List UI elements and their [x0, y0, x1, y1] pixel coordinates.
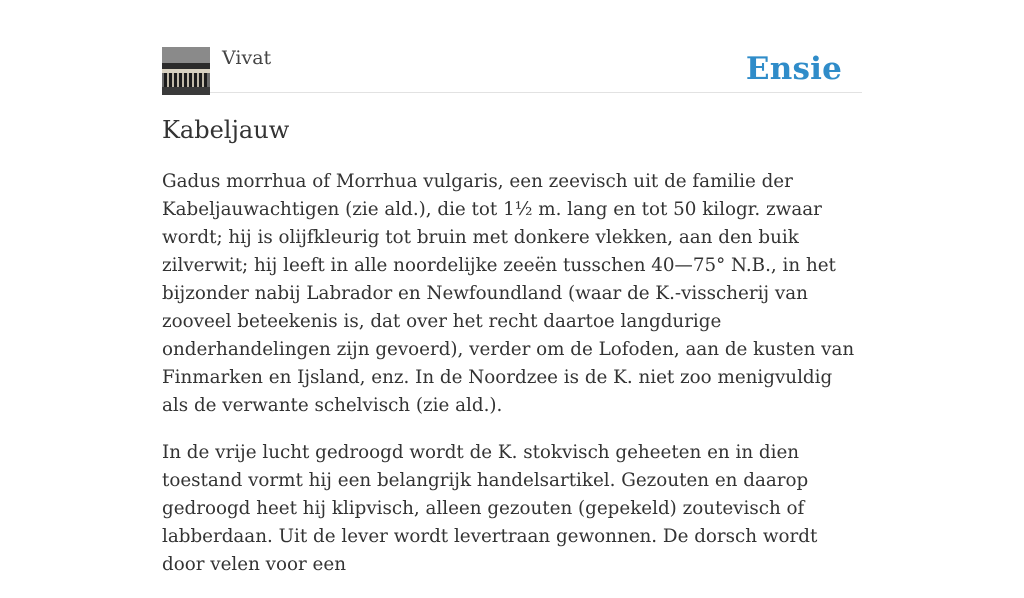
article-paragraph-1: Gadus morrhua of Morrhua vulgaris, een zeevisch uit de familie der Kabeljauwachtigen (zie ald.), die tot 1½ m. lang en tot 50 kilogr. zwaar wordt; hij is olijfkleurig tot bruin met donkere vlekken, aan den buik zilverwit; hij leeft in alle noordelijke zeeën tusschen 40—75° N.B., in het bijzonder nabij Labrador en Newfoundland (waar de K.-visscherij van zooveel beteekenis is, dat over het recht daartoe langdurige onderhandelingen zijn gevoerd), verder om de Lofoden, aan de kusten van Finmarken en Ijsland, enz. In de Noordzee is de K. niet zoo menigvuldig als de verwante schelvisch (zie ald.). [162, 171, 855, 416]
avatar[interactable] [162, 47, 210, 95]
article-title: Kabeljauw [162, 116, 290, 144]
header [162, 0, 862, 93]
article-paragraph-2: In de vrije lucht gedroogd wordt de K. stokvisch geheeten en in dien toestand vormt hij een belangrijk handelsartikel. Gezouten en daarop gedroogd heet hij klipvisch, alleen gezouten (gepekeld) zoutevisch of labberdaan. Uit de lever wordt levertraan gewonnen. De dorsch wordt door velen voor een [162, 442, 818, 575]
typewriter-avatar-image [162, 47, 210, 95]
brand-logo[interactable]: Ensie [745, 51, 842, 87]
article-body [162, 168, 862, 598]
author-name[interactable]: Vivat [222, 47, 272, 69]
page [162, 0, 862, 575]
